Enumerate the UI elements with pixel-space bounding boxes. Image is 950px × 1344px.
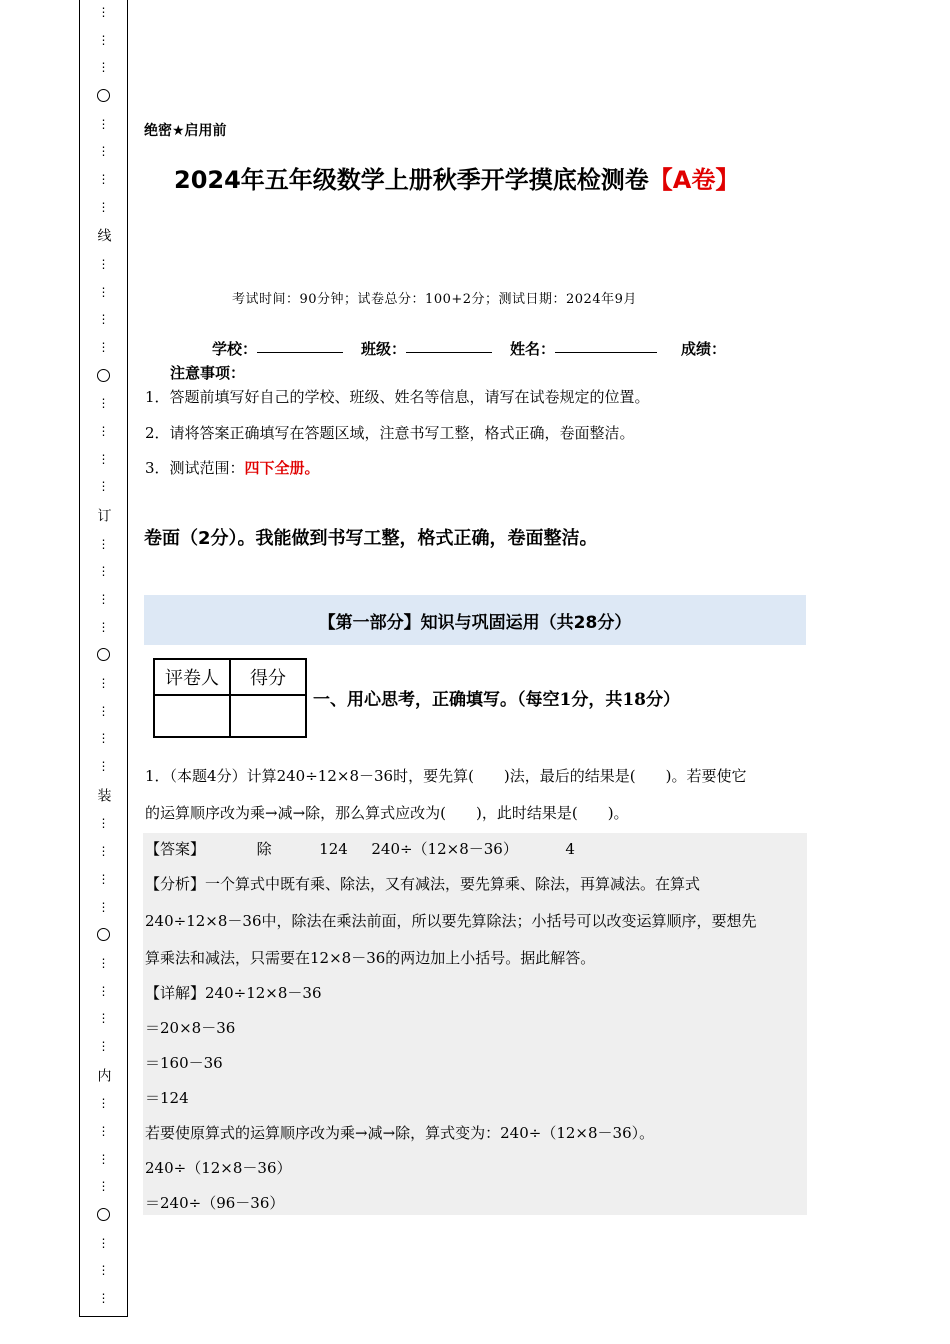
binding-dots: ⋮ (97, 759, 110, 774)
binding-dots: ⋮ (97, 479, 110, 494)
detail-line-2: ＝20×8－36 (145, 1019, 236, 1037)
binding-dots: ⋮ (97, 116, 110, 131)
answer-2: 124 (319, 840, 348, 858)
confidential-label: 绝密★启用前 (144, 123, 227, 139)
note-item-3-prefix: 3．测试范围： (145, 459, 245, 477)
binding-circle-icon (97, 1208, 110, 1221)
score-header: 得分 (230, 659, 306, 695)
page-title (174, 160, 739, 195)
grader-header: 评卷人 (154, 659, 230, 695)
note-item-2: 2．请将答案正确填写在答题区域，注意书写工整，格式正确，卷面整洁。 (145, 424, 635, 442)
detail-line-4: ＝124 (145, 1089, 189, 1107)
section-header: 【第一部分】知识与巩固运用（共28分） (144, 595, 806, 645)
binding-dots: ⋮ (97, 844, 110, 859)
binding-dots: ⋮ (97, 1038, 110, 1053)
binding-circle-icon (97, 928, 110, 941)
name-field[interactable] (555, 338, 657, 353)
binding-label-ding: 订 (95, 508, 112, 523)
notes-title: 注意事项： (170, 364, 246, 382)
answer-line (145, 838, 575, 859)
binding-dots: ⋮ (97, 284, 110, 299)
binding-dots: ⋮ (97, 451, 110, 466)
binding-dots: ⋮ (97, 5, 110, 19)
title-main: 2024年五年级数学上册秋季开学摸底检测卷 (174, 166, 649, 194)
question-1-line-2: 的运算顺序改为乘→减→除，那么算式应改为( )，此时结果是( )。 (145, 804, 629, 822)
binding-dots: ⋮ (97, 592, 110, 607)
score-label: 成绩： (681, 340, 727, 358)
binding-dots: ⋮ (97, 340, 110, 355)
binding-column (80, 0, 127, 1316)
binding-dots: ⋮ (97, 1290, 110, 1305)
binding-dots: ⋮ (97, 619, 110, 634)
binding-dots: ⋮ (97, 1179, 110, 1194)
school-label: 学校： (212, 340, 258, 358)
part1-title: 一、用心思考，正确填写。（每空1分，共18分） (313, 690, 680, 710)
binding-dots: ⋮ (97, 312, 110, 327)
binding-circle-icon (97, 89, 110, 102)
binding-dots: ⋮ (97, 144, 110, 159)
binding-dots: ⋮ (97, 564, 110, 579)
binding-circle-icon (97, 369, 110, 382)
score-cell[interactable] (230, 695, 306, 737)
binding-dots: ⋮ (97, 60, 110, 75)
answer-3: 240÷（12×8－36） (371, 840, 518, 858)
binding-dots: ⋮ (97, 983, 110, 998)
student-fields (212, 338, 726, 359)
binding-dots: ⋮ (97, 1235, 110, 1250)
detail-line-3: ＝160－36 (145, 1054, 223, 1072)
answer-label: 【答案】 (145, 840, 206, 858)
binding-dots: ⋮ (97, 396, 110, 411)
detail-line-1: 【详解】240÷12×8－36 (145, 984, 322, 1002)
answer-1: 除 (256, 840, 272, 858)
score-table (153, 658, 307, 738)
binding-dots: ⋮ (97, 536, 110, 551)
binding-dots: ⋮ (97, 1123, 110, 1138)
binding-dots: ⋮ (97, 1096, 110, 1111)
binding-dots: ⋮ (97, 703, 110, 718)
grader-cell[interactable] (154, 695, 230, 737)
test-scope: 四下全册。 (244, 459, 320, 477)
neatness-statement: 卷面（2分）。我能做到书写工整，格式正确，卷面整洁。 (144, 528, 598, 549)
analysis-line-3: 算乘法和减法，只需要在12×8－36的两边加上小括号。据此解答。 (145, 949, 596, 967)
question-1-line-1: 1．（本题4分）计算240÷12×8－36时，要先算( )法，最后的结果是( )。若要使它 (145, 767, 747, 785)
binding-dots: ⋮ (97, 199, 110, 214)
binding-dots: ⋮ (97, 424, 110, 439)
binding-dots: ⋮ (97, 676, 110, 691)
binding-dots: ⋮ (97, 32, 110, 47)
note-item-3 (145, 457, 320, 478)
binding-dots: ⋮ (97, 899, 110, 914)
detail-line-6: 240÷（12×8－36） (145, 1159, 292, 1177)
school-field[interactable] (257, 338, 343, 353)
analysis-line-1: 【分析】一个算式中既有乘、除法，又有减法，要先算乘、除法，再算减法。在算式 (145, 875, 701, 893)
detail-line-7: ＝240÷（96－36） (145, 1194, 285, 1212)
binding-dots: ⋮ (97, 871, 110, 886)
binding-circle-icon (97, 648, 110, 661)
binding-margin (79, 0, 128, 1317)
answer-4: 4 (565, 840, 575, 858)
binding-dots: ⋮ (97, 257, 110, 272)
binding-label-nei: 内 (95, 1067, 112, 1082)
name-label: 姓名： (510, 340, 556, 358)
note-item-1: 1．答题前填写好自己的学校、班级、姓名等信息，请写在试卷规定的位置。 (145, 388, 650, 406)
exam-info: 考试时间：90分钟；试卷总分：100+2分；测试日期：2024年9月 (232, 292, 637, 307)
detail-line-5: 若要使原算式的运算顺序改为乘→减→除，算式变为：240÷（12×8－36）。 (145, 1124, 655, 1142)
binding-dots: ⋮ (97, 731, 110, 746)
binding-label-zhuang: 装 (95, 787, 112, 802)
binding-dots: ⋮ (97, 1263, 110, 1278)
title-tag: 【A卷】 (648, 166, 740, 194)
class-field[interactable] (406, 338, 492, 353)
binding-dots: ⋮ (97, 816, 110, 831)
binding-dots: ⋮ (97, 172, 110, 187)
analysis-line-2: 240÷12×8－36中，除法在乘法前面，所以要先算除法；小括号可以改变运算顺序，要想先 (145, 912, 757, 930)
class-label: 班级： (361, 340, 407, 358)
binding-label-line: 线 (95, 228, 112, 243)
binding-dots: ⋮ (97, 1011, 110, 1026)
binding-dots: ⋮ (97, 1151, 110, 1166)
binding-dots: ⋮ (97, 955, 110, 970)
